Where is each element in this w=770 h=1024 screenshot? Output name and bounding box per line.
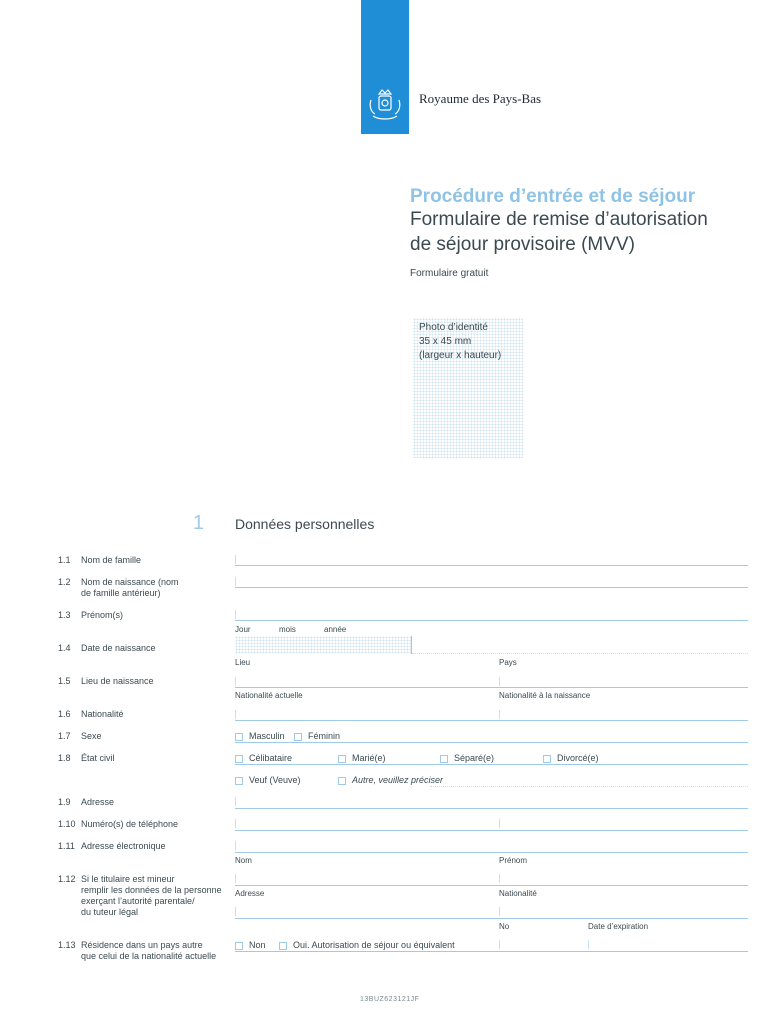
form-code: 13BUZ623121JF: [360, 996, 420, 1003]
month-label: mois: [279, 625, 296, 634]
married-label: Marié(e): [352, 753, 386, 763]
title-form-line2: de séjour provisoire (MVV): [410, 234, 635, 255]
no-label: Non: [249, 940, 266, 950]
title-form-line1: Formulaire de remise d’autorisation: [410, 209, 708, 230]
day-label: Jour: [235, 625, 251, 634]
guardian-name-field[interactable]: [235, 885, 748, 886]
address-field[interactable]: [235, 808, 748, 809]
section-title: Données personnelles: [235, 516, 375, 532]
photo-size-note: (largeur x hauteur): [419, 350, 502, 361]
question-label: Adresse: [81, 797, 115, 807]
field-marker: [499, 874, 500, 883]
question-number: 1.9: [58, 797, 71, 807]
question-label: Date de naissance: [81, 643, 156, 653]
form-subtitle: Formulaire gratuit: [410, 268, 489, 279]
married-checkbox[interactable]: [338, 755, 346, 763]
document-number-label: No: [499, 922, 510, 931]
guardian-address-field[interactable]: [235, 918, 748, 919]
divorced-checkbox[interactable]: [543, 755, 551, 763]
question-label: Prénom(s): [81, 610, 124, 620]
section-number: 1: [192, 512, 204, 534]
question-label: Nom de naissance (nom: [81, 577, 179, 587]
field-marker: [235, 797, 236, 806]
no-checkbox[interactable]: [235, 942, 243, 950]
question-label: État civil: [81, 753, 115, 763]
question-number: 1.11: [58, 841, 75, 851]
question-label: Lieu de naissance: [81, 676, 154, 686]
question-label: Nationalité: [81, 709, 124, 719]
other-label: Autre, veuillez préciser: [352, 775, 444, 785]
guardian-nationality-label: Nationalité: [499, 889, 537, 898]
sex-row-line: [235, 742, 748, 743]
single-label: Célibataire: [249, 753, 293, 763]
field-marker: [235, 819, 236, 828]
year-label: année: [324, 625, 347, 634]
place-label: Lieu: [235, 658, 251, 667]
question-label: Résidence dans un pays autre: [81, 940, 203, 950]
question-label: du tuteur légal: [81, 907, 139, 917]
birth-nationality-label: Nationalité à la naissance: [499, 691, 591, 700]
question-number: 1.6: [58, 709, 71, 719]
field-marker: [235, 710, 236, 719]
question-label: remplir les données de la personne: [81, 885, 222, 895]
question-label: Adresse électronique: [81, 841, 166, 851]
field-marker: [499, 819, 500, 828]
first-names-field[interactable]: [235, 620, 748, 621]
question-number: 1.1: [58, 555, 71, 565]
photo-size: 35 x 45 mm: [419, 336, 472, 347]
question-number: 1.3: [58, 610, 71, 620]
question-label: de famille antérieur): [81, 588, 161, 598]
field-marker: [499, 677, 500, 686]
birth-date-field[interactable]: [235, 636, 412, 654]
birth-place-field[interactable]: [235, 687, 748, 688]
widowed-label: Veuf (Veuve): [249, 775, 301, 785]
question-number: 1.4: [58, 643, 71, 653]
single-checkbox[interactable]: [235, 755, 243, 763]
separated-label: Séparé(e): [454, 753, 495, 763]
field-marker: [499, 710, 500, 719]
nationality-field[interactable]: [235, 720, 748, 721]
field-marker: [235, 555, 236, 564]
marital-row-line: [235, 764, 748, 765]
field-marker: [235, 841, 236, 850]
photo-box[interactable]: [413, 318, 523, 458]
field-marker: [235, 577, 236, 586]
title-procedure: Procédure d’entrée et de séjour: [410, 186, 696, 207]
question-label: Numéro(s) de téléphone: [81, 819, 179, 829]
other-specify-field[interactable]: [430, 786, 748, 787]
yes-checkbox[interactable]: [279, 942, 287, 950]
field-marker: [499, 940, 500, 949]
guardian-address-label: Adresse: [235, 889, 265, 898]
field-marker: [411, 636, 412, 654]
question-number: 1.7: [58, 731, 71, 741]
question-label: exerçant l’autorité parentale/: [81, 896, 195, 906]
emblem-banner: [361, 0, 409, 134]
residence-document-field[interactable]: [235, 951, 748, 952]
female-label: Féminin: [308, 731, 341, 741]
male-label: Masculin: [249, 731, 285, 741]
field-marker: [235, 677, 236, 686]
question-number: 1.8: [58, 753, 71, 763]
field-marker: [235, 874, 236, 883]
female-checkbox[interactable]: [294, 733, 302, 741]
divorced-label: Divorcé(e): [557, 753, 599, 763]
question-label: Sexe: [81, 731, 102, 741]
expiry-date-label: Date d’expiration: [588, 922, 649, 931]
current-nationality-label: Nationalité actuelle: [235, 691, 303, 700]
question-number: 1.10: [58, 819, 76, 829]
question-number: 1.13: [58, 940, 76, 950]
phone-field[interactable]: [235, 830, 748, 831]
separated-checkbox[interactable]: [440, 755, 448, 763]
question-number: 1.12: [58, 874, 76, 884]
photo-label: Photo d’identité: [419, 322, 488, 333]
yes-label: Oui. Autorisation de séjour ou équivalent: [293, 940, 455, 950]
field-marker: [235, 907, 236, 916]
guardian-name-label: Nom: [235, 856, 252, 865]
dotted-line: [412, 653, 748, 654]
field-marker: [588, 940, 589, 949]
ministry-name: Royaume des Pays-Bas: [419, 91, 542, 106]
other-checkbox[interactable]: [338, 777, 346, 785]
field-marker: [235, 610, 236, 619]
field-marker: [499, 907, 500, 916]
question-number: 1.5: [58, 676, 71, 686]
question-number: 1.2: [58, 577, 71, 587]
question-label: que celui de la nationalité actuelle: [81, 951, 217, 961]
male-checkbox[interactable]: [235, 733, 243, 741]
coat-of-arms-icon: [365, 86, 405, 126]
birth-name-field[interactable]: [235, 587, 748, 588]
question-label: Nom de famille: [81, 555, 142, 565]
email-field[interactable]: [235, 852, 748, 853]
last-name-field[interactable]: [235, 565, 748, 566]
question-label: Si le titulaire est mineur: [81, 874, 175, 884]
guardian-firstname-label: Prénom: [499, 856, 528, 865]
country-label: Pays: [499, 658, 517, 667]
widowed-checkbox[interactable]: [235, 777, 243, 785]
